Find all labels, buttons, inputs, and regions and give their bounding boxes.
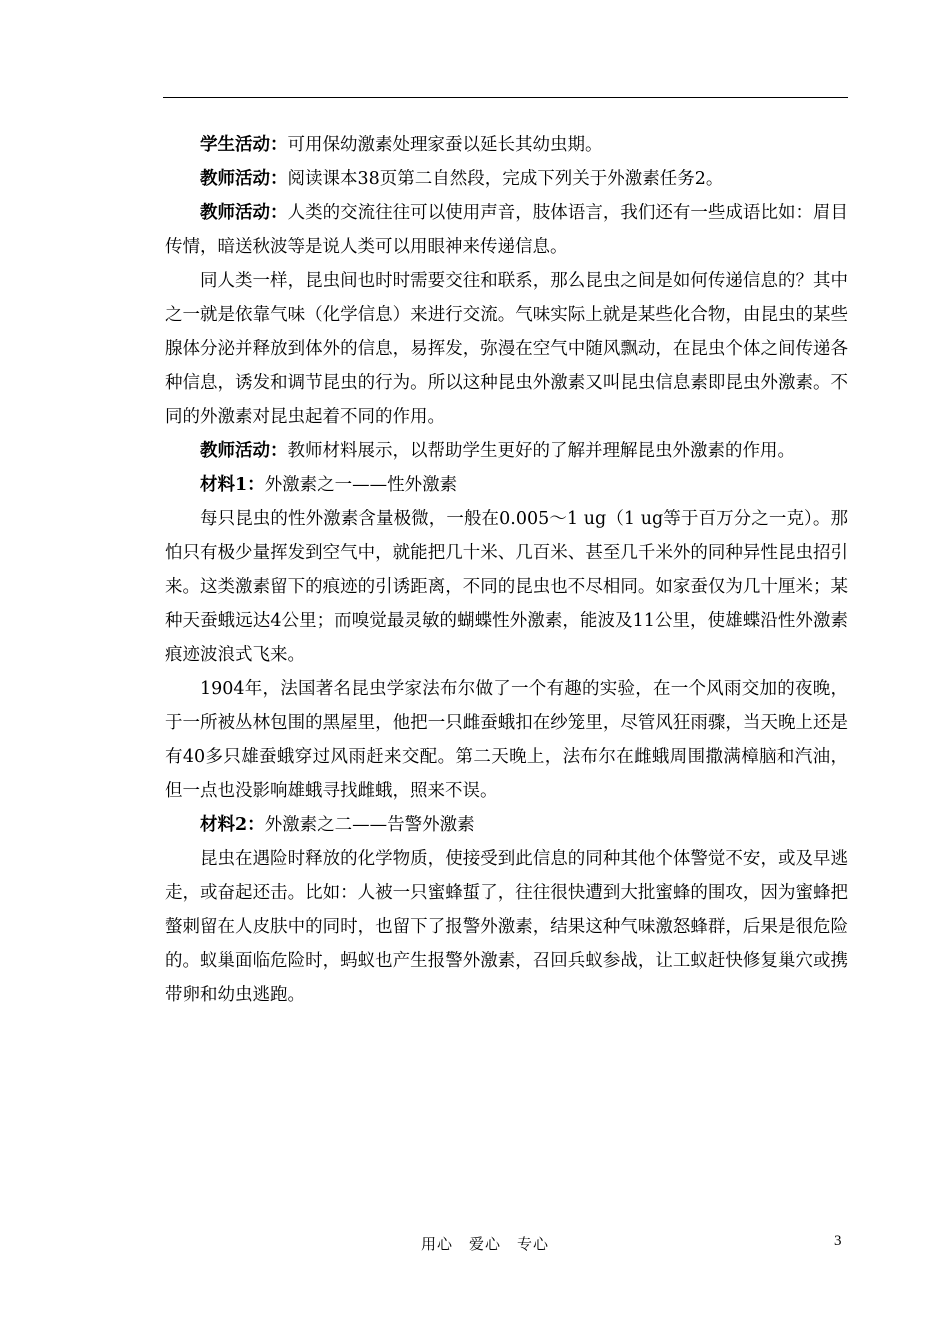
- paragraph-alarm-pheromone: [165, 842, 848, 1012]
- paragraph-fabre-experiment: [165, 672, 848, 808]
- paragraph-teacher-activity-2: [165, 196, 848, 264]
- paragraph-lead: 材料1：: [200, 475, 265, 495]
- paragraph-lead: 材料2：: [200, 815, 265, 835]
- paragraph-insect-communication: [165, 264, 848, 434]
- paragraph-text: 教师材料展示，以帮助学生更好的了解并理解昆虫外激素的作用。: [287, 441, 795, 461]
- paragraph-text: 可用保幼激素处理家蚕以延长其幼虫期。: [287, 135, 603, 155]
- paragraph-text: 外激素之二——告警外激素: [264, 815, 475, 835]
- header-rule: [163, 97, 848, 98]
- paragraph-text: 1904年，法国著名昆虫学家法布尔做了一个有趣的实验，在一个风雨交加的夜晚，于一所被丛林包围的黑屋里，他把一只雌蚕蛾扣在纱笼里，尽管风狂雨骤，当天晚上还是有40多只雄蚕蛾穿过风雨赶来交配。第二天晚上，法布尔在雌蛾周围撒满樟脑和汽油，但一点也没影响雄蛾寻找雌蛾，照来不误。: [165, 679, 848, 801]
- paragraph-lead: 教师活动：: [200, 441, 288, 461]
- page-number: 3: [834, 1233, 842, 1249]
- paragraph-lead: 教师活动：: [200, 169, 288, 189]
- paragraph-text: 每只昆虫的性外激素含量极微，一般在0.005～1 ug（1 ug等于百万分之一克）。那怕只有极少量挥发到空气中，就能把几十米、几百米、甚至几千米外的同种异性昆虫招引来。这类激素留下的痕迹的引诱距离，不同的昆虫也不尽相同。如家蚕仅为几十厘米；某种天蚕蛾远达4公里；而嗅觉最灵敏的蝴蝶性外激素，能波及11公里，使雄蝶沿性外激素痕迹波浪式飞来。: [165, 509, 848, 665]
- paragraph-teacher-activity-3: [165, 434, 848, 468]
- paragraph-student-activity: [165, 128, 848, 162]
- document-body: [165, 128, 848, 1012]
- paragraph-teacher-activity-1: [165, 162, 848, 196]
- paragraph-lead: 教师活动：: [200, 203, 288, 223]
- material-1-heading: [165, 471, 848, 499]
- paragraph-text: 阅读课本38页第二自然段，完成下列关于外激素任务2。: [287, 169, 724, 189]
- paragraph-text: 同人类一样，昆虫间也时时需要交往和联系，那么昆虫之间是如何传递信息的？其中之一就是依靠气味（化学信息）来进行交流。气味实际上就是某些化合物，由昆虫的某些腺体分泌并释放到体外的信息，易挥发，弥漫在空气中随风飘动，在昆虫个体之间传递各种信息，诱发和调节昆虫的行为。所以这种昆虫外激素又叫昆虫信息素即昆虫外激素。不同的外激素对昆虫起着不同的作用。: [165, 271, 848, 427]
- paragraph-text: 人类的交流往往可以使用声音，肢体语言，我们还有一些成语比如：眉目传情，暗送秋波等是说人类可以用眼神来传递信息。: [165, 203, 849, 257]
- material-2-heading: [165, 811, 848, 839]
- paragraph-sex-pheromone: [165, 502, 848, 672]
- paragraph-text: 外激素之一——性外激素: [264, 475, 458, 495]
- paragraph-lead: 学生活动：: [200, 135, 288, 155]
- paragraph-text: 昆虫在遇险时释放的化学物质，使接受到此信息的同种其他个体警觉不安，或及早逃走，或奋起还击。比如：人被一只蜜蜂蜇了，往往很快遭到大批蜜蜂的围攻，因为蜜蜂把螫刺留在人皮肤中的同时，也留下了报警外激素，结果这种气味激怒蜂群，后果是很危险的。蚁巢面临危险时，蚂蚁也产生报警外激素，召回兵蚁参战，让工蚁赶快修复巢穴或携带卵和幼虫逃跑。: [165, 849, 848, 1005]
- footer-motto: 用心 爱心 专心: [421, 1235, 550, 1253]
